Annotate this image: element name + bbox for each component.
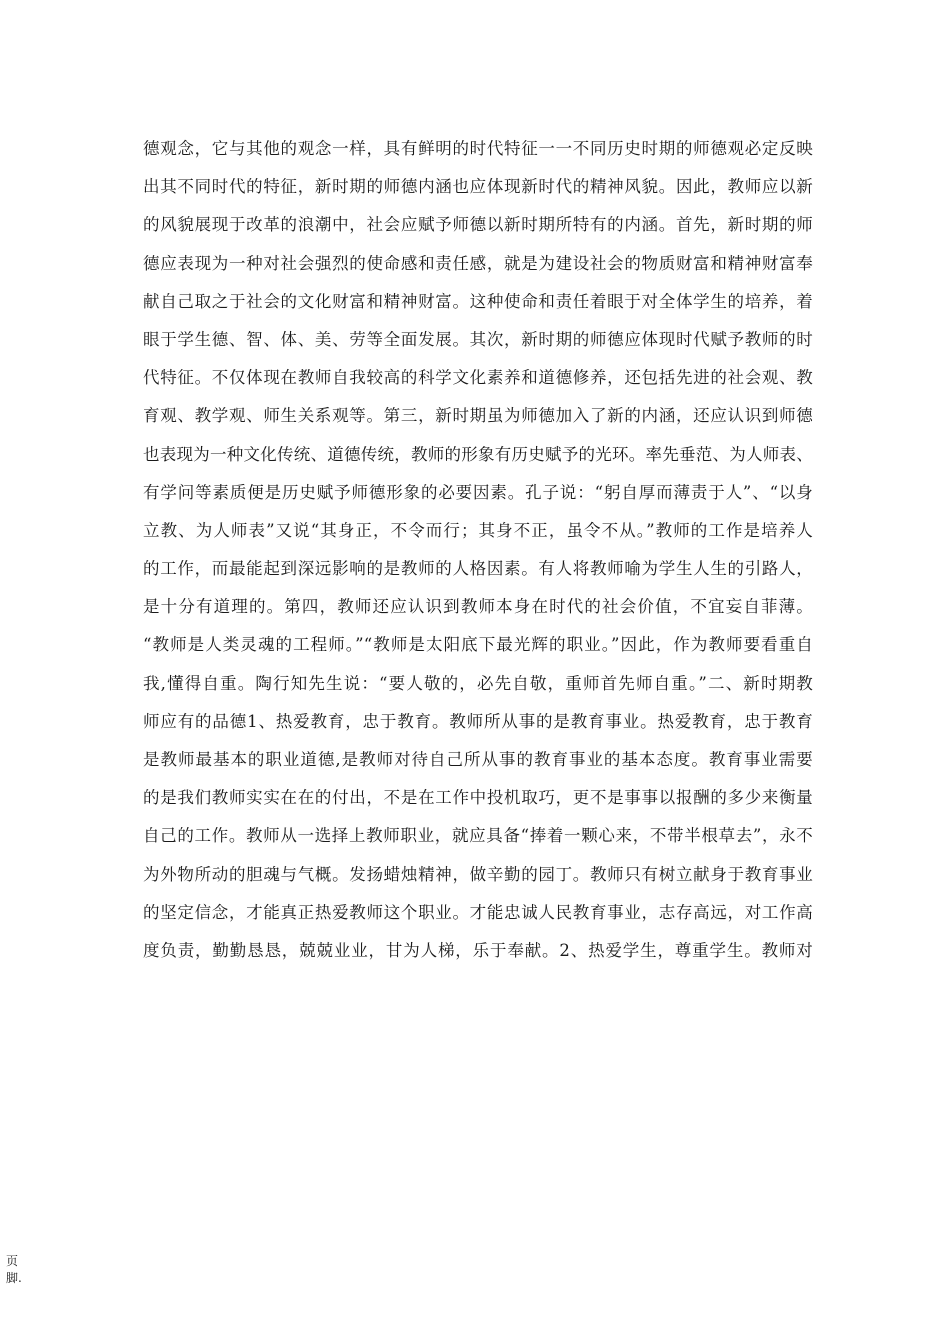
paragraph-line: 德观念，它与其他的观念一样，具有鲜明的时代特征一一不同历史时期的师德观必定反映 [143, 139, 813, 158]
paragraph-line: 我,懂得自重。陶行知先生说：“要人敬的，必先自敬，重师首先师自重。”二、新时期教 [143, 673, 813, 693]
paragraph-line: 育观、教学观、师生关系观等。第三，新时期虽为师德加入了新的内涵，还应认识到师德 [143, 406, 813, 426]
paragraph-line: 为外物所动的胆魂与气概。发扬蜡烛精神，做辛勤的园丁。教师只有树立献身于教育事业 [143, 864, 813, 884]
paragraph-line: 眼于学生德、智、体、美、劳等全面发展。其次，新时期的师德应体现时代赋予教师的时 [143, 329, 813, 349]
footer-text-line2: 脚. [6, 1271, 22, 1285]
paragraph-line: 的风貌展现于改革的浪潮中，社会应赋予师德以新时期所特有的内涵。首先，新时期的师 [143, 215, 813, 235]
paragraph-line: 德应表现为一种对社会强烈的使命感和责任感，就是为建设社会的物质财富和精神财富奉 [143, 253, 813, 273]
paragraph-line: 立教、为人师表”又说“其身正，不令而行；其身不正，虽令不从。”教师的工作是培养人 [143, 520, 813, 540]
paragraph-line: 的坚定信念，才能真正热爱教师这个职业。才能忠诚人民教育事业，志存高远，对工作高 [143, 902, 813, 922]
paragraph-line: 有学问等素质便是历史赋予师德形象的必要因素。孔子说：“躬自厚而薄责于人”、“以身 [143, 482, 813, 502]
paragraph-line: 出其不同时代的特征，新时期的师德内涵也应体现新时代的精神风貌。因此，教师应以新 [143, 177, 813, 197]
footer-text-line1: 页 [6, 1254, 19, 1268]
paragraph-line: 的是我们教师实实在在的付出，不是在工作中投机取巧，更不是事事以报酬的多少来衡量 [143, 788, 813, 808]
paragraph-line: 的工作，而最能起到深远影响的是教师的人格因素。有人将教师喻为学生人生的引路人， [143, 559, 813, 579]
paragraph-line: 也表现为一种文化传统、道德传统，教师的形象有历史赋予的光环。率先垂范、为人师表、 [143, 444, 813, 464]
paragraph-line: 代特征。不仅体现在教师自我较高的科学文化素养和道德修养，还包括先进的社会观、教 [143, 368, 813, 388]
paragraph-line: 是教师最基本的职业道德,是教师对待自己所从事的教育事业的基本态度。教育事业需要 [143, 750, 813, 769]
page-footer [6, 1253, 26, 1287]
paragraph-line: 自己的工作。教师从一选择上教师职业，就应具备“捧着一颗心来，不带半根草去”，永不 [143, 826, 813, 846]
paragraph-line: 度负责，勤勤恳恳，兢兢业业，甘为人梯，乐于奉献。2、热爱学生，尊重学生。教师对 [143, 940, 813, 960]
paragraph-line: 师应有的品德1、热爱教育，忠于教育。教师所从事的是教育事业。热爱教育，忠于教育 [143, 711, 813, 731]
paragraph-line: 献自己取之于社会的文化财富和精神财富。这种使命和责任着眼于对全体学生的培养，着 [143, 291, 813, 311]
paragraph-line: 是十分有道理的。第四，教师还应认识到教师本身在时代的社会价值，不宜妄自菲薄。 [143, 597, 813, 617]
paragraph-line: “教师是人类灵魂的工程师。”“教师是太阳底下最光辉的职业。”因此，作为教师要看重自 [143, 635, 813, 655]
document-body [143, 137, 813, 977]
